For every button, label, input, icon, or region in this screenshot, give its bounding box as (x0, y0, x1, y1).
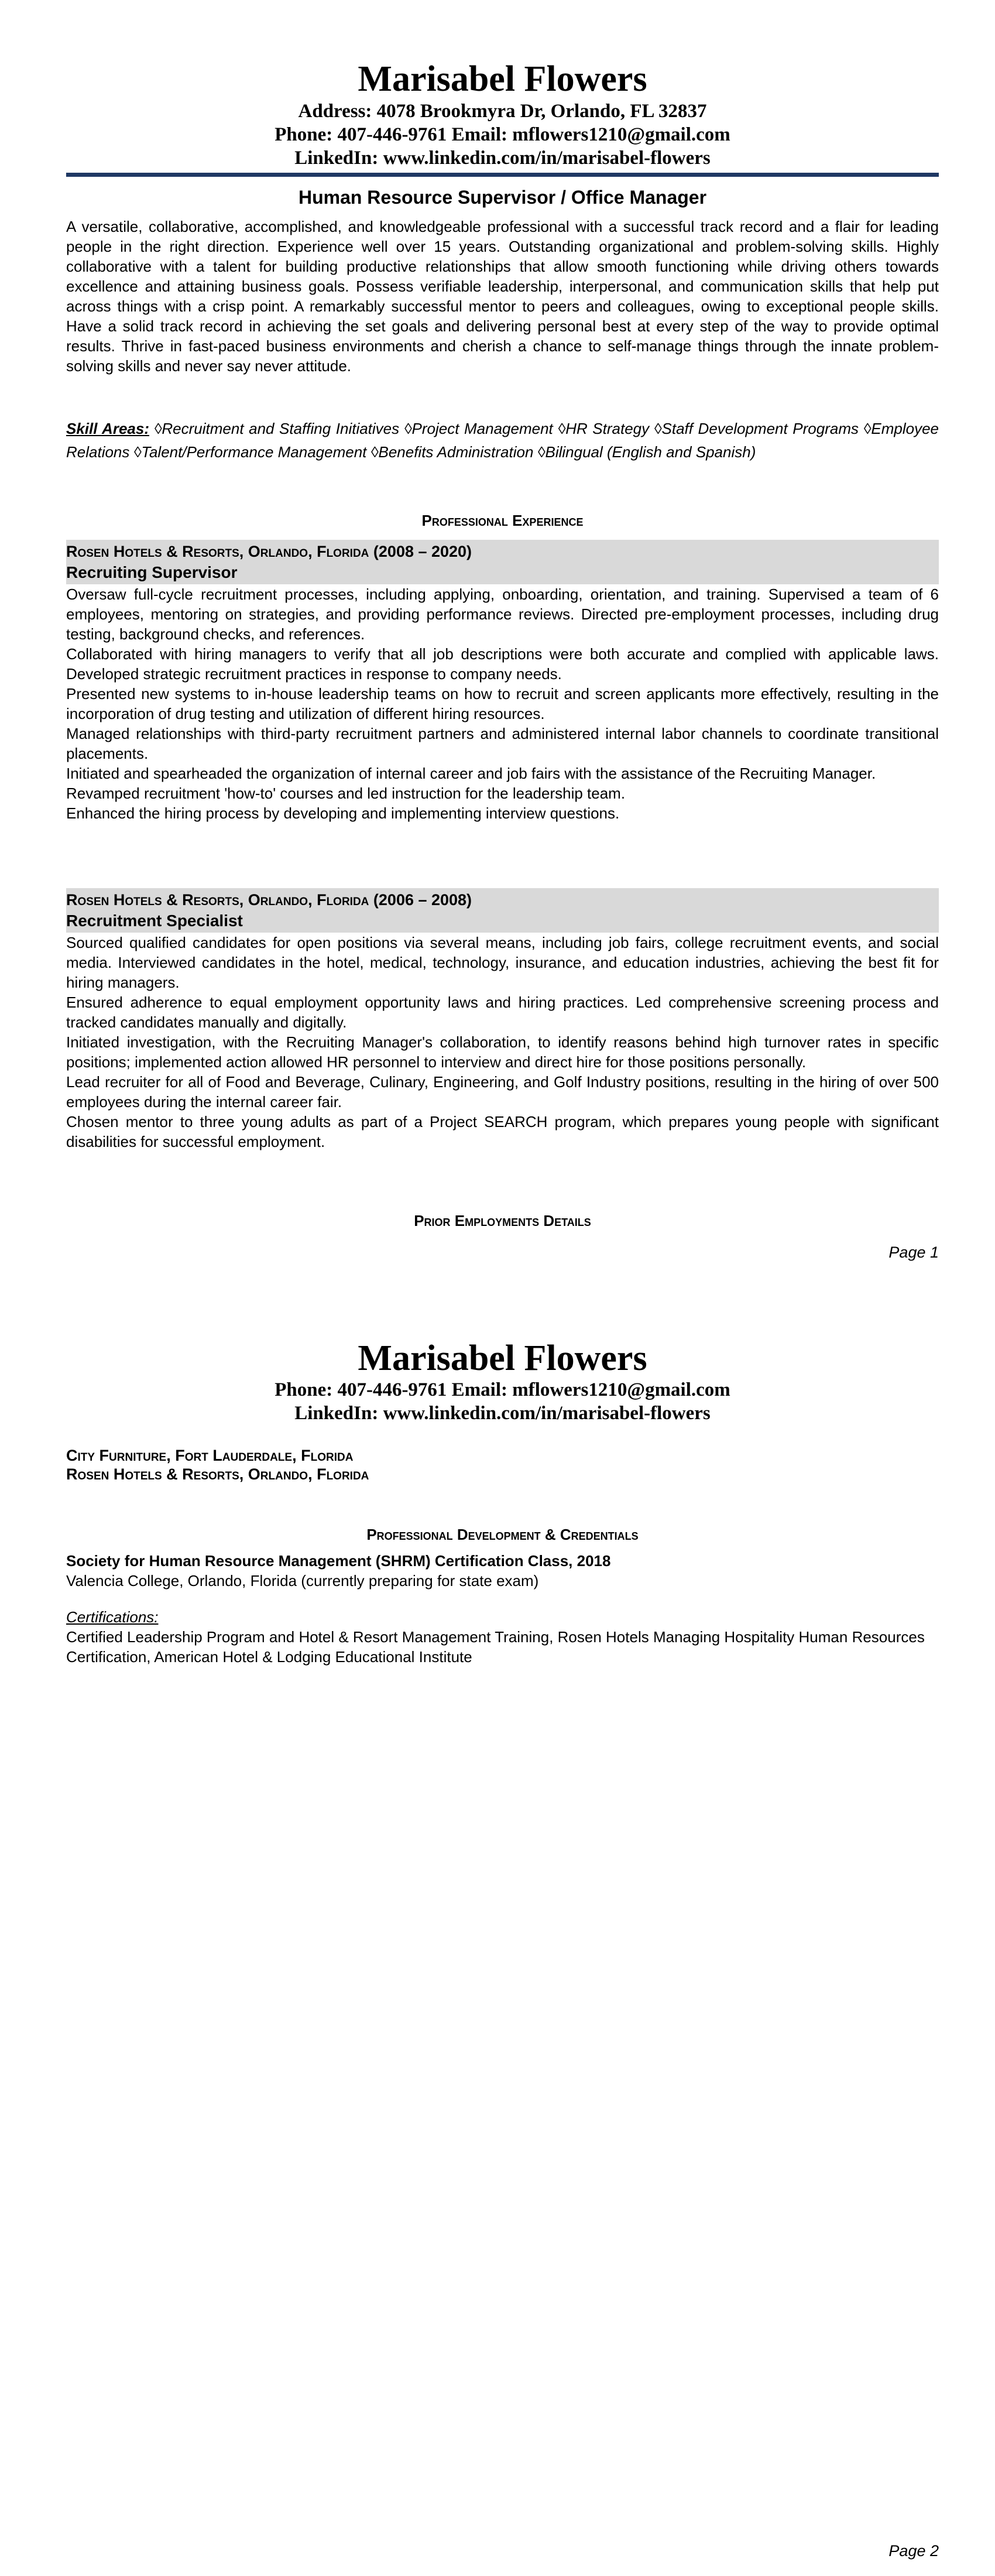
job-header (66, 540, 939, 584)
job-company: Rosen Hotels & Resorts, Orlando, Florida (66, 543, 369, 560)
skill-item: ◊Talent/Performance Management (133, 443, 371, 461)
prior-employer: City Furniture, Fort Lauderdale, Florida (66, 1447, 354, 1464)
page-number: Page 1 (888, 1244, 939, 1261)
job-dates: (2006 – 2008) (373, 891, 472, 909)
prior-employers (66, 1446, 939, 1484)
experience-heading: Professional Experience (421, 512, 584, 529)
skills-list (66, 420, 939, 461)
job-bullet: Lead recruiter for all of Food and Beverage, Culinary, Engineering, and Golf Industry positions, resulting in the hiring of over 500 employees during the internal career fair. (66, 1073, 939, 1111)
skill-item: ◊Benefits Administration (370, 443, 538, 461)
summary: A versatile, collaborative, accomplished, and knowledgeable professional with a successful track record and a flair for leading people in the right direction. Experience well over 15 years. Outstanding organizational and problem-solving skills. Highly collaborative with a talent for building productive relationships that allow smooth functioning while driving others towards excellence and attaining business goals. Possess verifiable leadership, interpersonal, and communication skills that help put across things with a crisp point. A remarkably successful mentor to peers and colleagues, owing to exceptional people skills. Have a solid track record in achieving the set goals and delivering personal best at every step of the way to provide optimal results. Thrive in fast-paced business environments and cherish a chance to self-manage things through the innate problem-solving skills and never say never attitude. (66, 218, 939, 375)
prior-employer: Rosen Hotels & Resorts, Orlando, Florida (66, 1465, 369, 1483)
page-number: Page 2 (888, 2542, 939, 2560)
skill-item: ◊Project Management (404, 420, 558, 437)
job-bullet: Collaborated with hiring managers to verify that all job descriptions were both accurate and complied with applicable laws. Developed strategic recruitment practices in response to company needs. (66, 645, 939, 683)
job-bullet: Managed relationships with third-party recruitment partners and administered internal labor channels to coordinate transitional placements. (66, 725, 939, 762)
job-bullet: Ensured adherence to equal employment opportunity laws and hiring practices. Led comprehensive screening process and tracked candidates manually and digitally. (66, 994, 939, 1031)
job-company-line (66, 541, 939, 562)
skills-label: Skill Areas: (66, 420, 149, 437)
job-company-line (66, 889, 939, 910)
header-divider (66, 173, 939, 177)
job-header (66, 888, 939, 933)
certifications-text: Certified Leadership Program and Hotel & Resort Management Training, Rosen Hotels Managing Hospitality Human Resources Certification, American Hotel & Lodging Educational Institute (66, 1628, 925, 1666)
job-company: Rosen Hotels & Resorts, Orlando, Florida (66, 891, 369, 909)
job-2 (66, 888, 939, 1152)
job-items (66, 584, 939, 823)
job-role: Recruitment Specialist (66, 912, 243, 930)
phone-email: Phone: 407-446-9761 Email: mflowers1210@gmail.com (275, 124, 730, 145)
skill-item: ◊Employee Relations (66, 420, 939, 461)
skill-item: ◊HR Strategy (558, 420, 654, 437)
course-title: Society for Human Resource Management (SHRM) Certification Class, 2018 (66, 1552, 611, 1570)
candidate-name: Marisabel Flowers (358, 1338, 647, 1378)
job-bullet: Initiated and spearheaded the organization of internal career and job fairs with the assistance of the Recruiting Manager. (66, 765, 876, 782)
certifications-label: Certifications: (66, 1608, 159, 1626)
skill-item: ◊Recruitment and Staffing Initiatives (154, 420, 404, 437)
job-dates: (2008 – 2020) (373, 543, 472, 560)
job-bullet: Sourced qualified candidates for open positions via several means, including job fairs, college recruitment events, and social media. Interviewed candidates in the hotel, medical, technology, insurance, and education industries, achieving the best fit for hiring managers. (66, 934, 939, 991)
candidate-name: Marisabel Flowers (358, 59, 647, 99)
job-bullet: Enhanced the hiring process by developing and implementing interview questions. (66, 804, 620, 822)
address: Address: 4078 Brookmyra Dr, Orlando, FL 32837 (298, 101, 707, 122)
prior-employment-heading: Prior Employments Details (414, 1212, 591, 1229)
job-bullet: Presented new systems to in-house leadership teams on how to recruit and screen applicants more effectively, resulting in the incorporation of drug testing and utilization of different hiring resources. (66, 685, 939, 722)
linkedin[interactable]: LinkedIn: www.linkedin.com/in/marisabel-flowers (294, 148, 711, 169)
job-bullet: Chosen mentor to three young adults as part of a Project SEARCH program, which prepares young people with significant disabilities for successful employment. (66, 1113, 939, 1150)
headline: Human Resource Supervisor / Office Manager (298, 187, 707, 208)
linkedin[interactable]: LinkedIn: www.linkedin.com/in/marisabel-flowers (294, 1403, 711, 1424)
skill-areas (66, 417, 939, 464)
development-heading: Professional Development & Credentials (366, 1526, 639, 1543)
job-role: Recruiting Supervisor (66, 563, 238, 581)
job-bullet: Oversaw full-cycle recruitment processes, including applying, onboarding, orientation, and training. Supervised a team of 6 employees, mentoring on strategies, and providing performance reviews. Directed pre-employment processes, including drug testing, background checks, and references. (66, 585, 939, 643)
job-items (66, 933, 939, 1152)
course-detail: Valencia College, Orlando, Florida (currently preparing for state exam) (66, 1572, 539, 1590)
job-1 (66, 540, 939, 823)
skill-item: ◊Staff Development Programs (654, 420, 864, 437)
job-bullet: Initiated investigation, with the Recruiting Manager's collaboration, to identify reasons behind high turnover rates in specific positions; implemented action allowed HR personnel to interview and direct hire for those positions personally. (66, 1033, 939, 1071)
skill-item: ◊Bilingual (English and Spanish) (537, 443, 756, 461)
job-bullet: Revamped recruitment 'how-to' courses and led instruction for the leadership team. (66, 785, 626, 802)
phone-email: Phone: 407-446-9761 Email: mflowers1210@gmail.com (275, 1379, 730, 1400)
